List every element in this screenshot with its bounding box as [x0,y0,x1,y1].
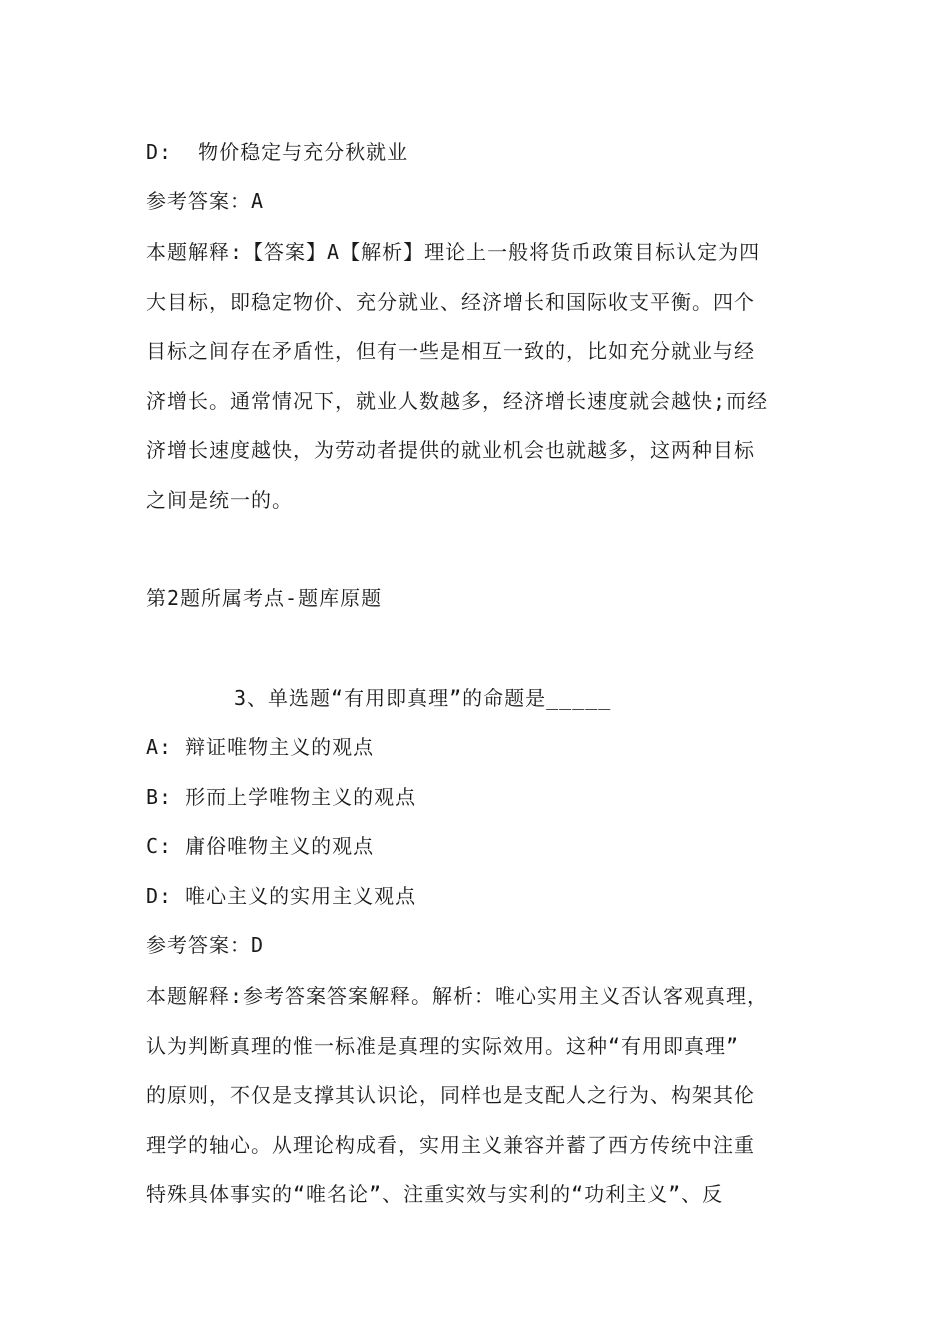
q2-explanation [146,228,808,525]
q3-explanation-line: 理学的轴心。从理论构成看，实用主义兼容并蓄了西方传统中注重 [146,1132,755,1157]
q2-explanation-line: 大目标，即稳定物价、充分就业、经济增长和国际收支平衡。四个 [146,289,755,314]
q3-answer: 参考答案：D [146,933,265,957]
q2-explanation-line: 济增长速度越快，为劳动者提供的就业机会也就越多，这两种目标 [146,438,755,462]
q2-explanation-line: 之间是统一的。 [146,487,293,512]
q3-question: 3、单选题“有用即真理”的命题是_____ [234,686,612,710]
q3-explanation-line: 本题解释:参考答案答案解释。解析：唯心实用主义否认客观真理， [146,984,769,1008]
q2-explanation-line: 本题解释:【答案】A【解析】理论上一般将货币政策目标认定为四 [146,240,761,264]
q3-option-a: A: 辩证唯物主义的观点 [146,735,375,759]
q3-option-d: D: 唯心主义的实用主义观点 [146,884,417,908]
q2-answer: 参考答案：A [146,189,265,213]
q3-explanation-line: 特殊具体事实的“唯名论”、注重实效与实利的“功利主义”、反 [146,1182,724,1206]
q3-option-b: B: 形而上学唯物主义的观点 [146,785,417,809]
q2-option-d: D: 物价稳定与充分秋就业 [146,140,409,164]
q2-explanation-line: 济增长。通常情况下，就业人数越多，经济增长速度就会越快;而经 [146,388,769,413]
q3-explanation-line: 的原则，不仅是支撑其认识论，同样也是支配人之行为、构架其伦 [146,1083,755,1107]
q2-topic: 第2题所属考点-题库原题 [146,586,383,610]
q3-explanation [146,972,808,1220]
q3-option-c: C: 庸俗唯物主义的观点 [146,834,375,858]
q2-explanation-line: 目标之间存在矛盾性，但有一些是相互一致的，比如充分就业与经 [146,339,755,363]
q3-explanation-line: 认为判断真理的惟一标准是真理的实际效用。这种“有用即真理” [146,1033,740,1058]
